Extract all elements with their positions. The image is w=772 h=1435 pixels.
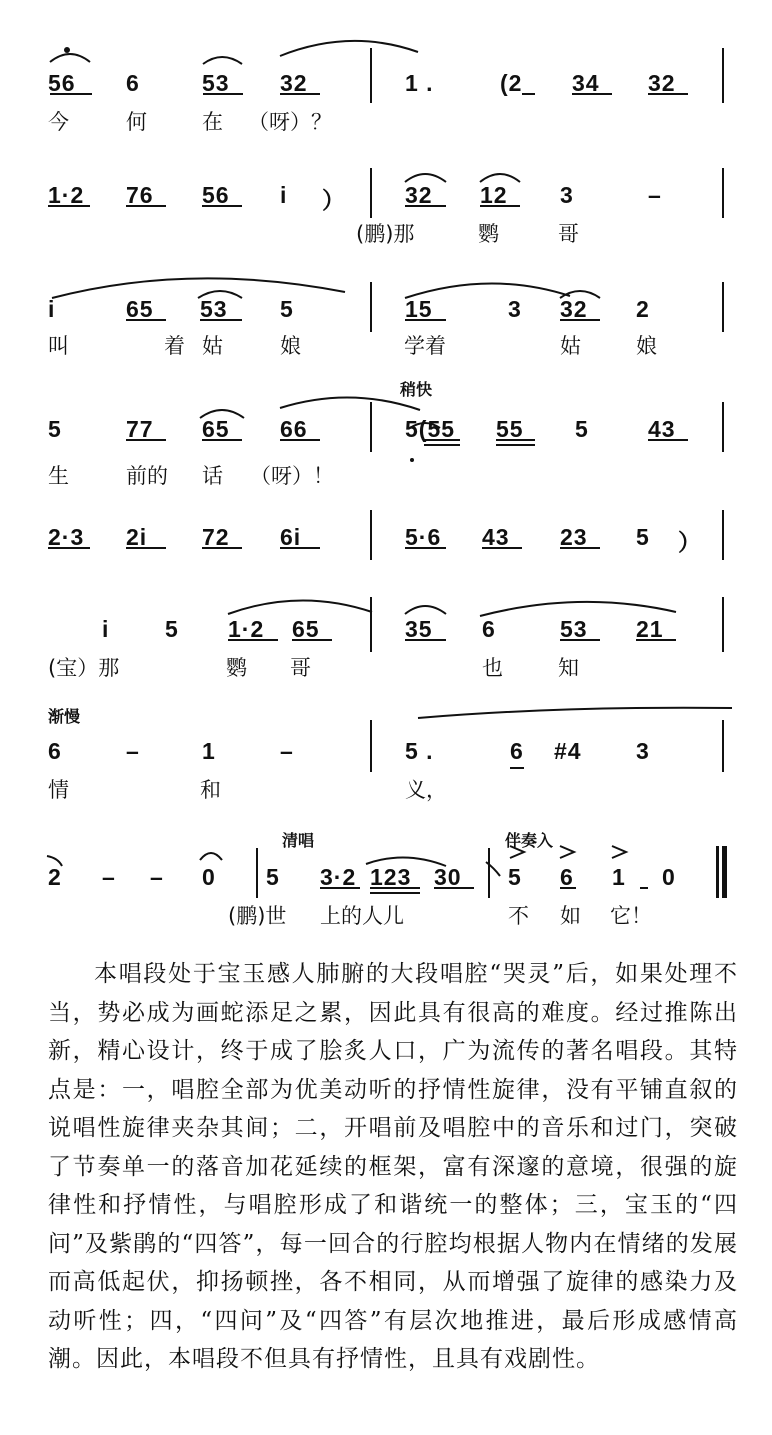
note-group: 5(55: [405, 416, 456, 442]
lyric: 哥: [558, 222, 579, 246]
note-group: 77: [126, 416, 154, 442]
note-group: 72: [202, 524, 230, 550]
note-group: 76: [126, 182, 154, 208]
note-group: 5: [48, 416, 62, 442]
note-group: –: [102, 864, 116, 890]
note-group: 32: [560, 296, 588, 322]
performance-mark: 伴奏入: [505, 831, 554, 850]
note-group: 34: [572, 70, 600, 96]
note-group: 32: [648, 70, 676, 96]
note-group: i: [48, 296, 56, 322]
lyric: 鹦: [226, 656, 247, 680]
note-group: 5: [280, 296, 294, 322]
note-group: 65: [202, 416, 230, 442]
note-group: 56: [48, 70, 76, 96]
note-group: 2·3: [48, 524, 85, 550]
lyric: 娘: [280, 334, 301, 358]
lyric: 和: [200, 778, 221, 802]
note-group: 0: [202, 864, 216, 890]
note-group: 53: [202, 70, 230, 96]
note-group: 53: [560, 616, 588, 642]
lyric: 它！: [610, 904, 652, 928]
note-group: 1: [612, 864, 626, 890]
note-group: 43: [648, 416, 676, 442]
lyric: 话: [202, 464, 223, 488]
note-group: 43: [482, 524, 510, 550]
tempo-mark: 稍快: [400, 380, 433, 399]
note-group: 5: [165, 616, 179, 642]
lyric: 不: [508, 904, 529, 928]
lyric: 哥: [290, 656, 311, 680]
note-group: 1 .: [405, 70, 434, 96]
note-group: 32: [405, 182, 433, 208]
note-group: 3: [636, 738, 650, 764]
lyric: (鹏)世: [228, 904, 287, 928]
lyric: 知: [558, 656, 579, 680]
note-group: 30: [434, 864, 462, 890]
note-group: 6: [48, 738, 62, 764]
note-group: 1·2: [48, 182, 85, 208]
lyric: （呀）！: [250, 464, 334, 488]
lyric: 生: [48, 464, 69, 488]
lyric: 姑: [202, 334, 223, 358]
lyric: 也: [482, 656, 503, 680]
lyric: 今: [48, 110, 69, 134]
tempo-mark: 渐慢: [48, 707, 81, 726]
lyric: 如: [560, 904, 581, 928]
note-group: 5·6: [405, 524, 442, 550]
lyric: 着: [164, 334, 185, 358]
note-group: 5 .: [405, 738, 434, 764]
note-group: ）: [322, 187, 346, 213]
note-group: 1: [202, 738, 216, 764]
note-group: 3: [560, 182, 574, 208]
note-group: 6: [510, 738, 524, 764]
note-group: –: [280, 738, 294, 764]
note-group: 6: [126, 70, 140, 96]
note-group: 2: [48, 864, 62, 890]
note-group: 56: [202, 182, 230, 208]
lyric: 叫: [48, 334, 69, 358]
note-group: 35: [405, 616, 433, 642]
commentary-paragraph: 本唱段处于宝玉感人肺腑的大段唱腔“哭灵”后，如果处理不当，势必成为画蛇添足之累，因此具有很高的难度。经过推陈出新，精心设计，终于成了脍炙人口，广为流传的著名唱段。其特点是：一，唱腔全部为优美动听的抒情性旋律，没有平铺直叙的说唱性旋律夹杂其间；二，开唱前及唱腔中的音乐和过门，突破了节奏单一的落音加花延续的框架，富有深邃的意境，很强的旋律性和抒情性，与唱腔形成了和谐统一的整体；三，宝玉的“四问”及紫鹃的“四答”，每一回合的行腔均根据人物内在情绪的发展而高低起伏，抑扬顿挫，各不相同，从而增强了旋律的感染力及动听性；四，“四问”及“四答”有层次地推进，最后形成感情高潮。因此，本唱段不但具有抒情性，且具有戏剧性。: [48, 961, 738, 1372]
lyric: 何: [126, 110, 147, 134]
note-group: 65: [126, 296, 154, 322]
note-group: i: [280, 182, 288, 208]
note-group: 21: [636, 616, 664, 642]
note-group: 5: [636, 524, 650, 550]
lyric: （呀）？: [248, 110, 332, 134]
note-group: 53: [200, 296, 228, 322]
note-group: 1·2: [228, 616, 265, 642]
note-group: i: [102, 616, 110, 642]
note-group: ）: [678, 529, 702, 555]
performance-mark: 清唱: [282, 831, 315, 850]
lyric: 在: [202, 110, 223, 134]
note-group: 6i: [280, 524, 302, 550]
note-group: 12: [480, 182, 508, 208]
lyric: 姑: [560, 334, 581, 358]
note-group: 66: [280, 416, 308, 442]
lyric: 义，: [405, 778, 447, 802]
lyric: 前的: [126, 464, 168, 488]
note-group: 15: [405, 296, 433, 322]
note-group: 5: [266, 864, 280, 890]
lyric: 上的人儿: [320, 904, 404, 928]
note-group: 55: [496, 416, 524, 442]
note-group: 3: [508, 296, 522, 322]
lyric: 鹦: [478, 222, 499, 246]
note-group: 3·2: [320, 864, 357, 890]
note-group: #4: [554, 738, 582, 764]
note-group: 65: [292, 616, 320, 642]
lyric: (鹏)那: [356, 222, 415, 246]
note-group: 2: [636, 296, 650, 322]
note-group: 123: [370, 864, 412, 890]
note-group: 32: [280, 70, 308, 96]
note-group: –: [150, 864, 164, 890]
note-group: (2: [500, 70, 523, 96]
lyric: (宝）那: [48, 656, 120, 680]
lyric: 学着: [404, 334, 446, 358]
note-group: 0: [662, 864, 676, 890]
lyric: 娘: [636, 334, 657, 358]
note-group: 2i: [126, 524, 148, 550]
note-group: –: [126, 738, 140, 764]
note-group: 23: [560, 524, 588, 550]
note-group: 6: [560, 864, 574, 890]
note-group: 5: [575, 416, 589, 442]
note-group: 6: [482, 616, 496, 642]
note-group: –: [648, 182, 662, 208]
lyric: 情: [48, 778, 69, 802]
note-group: 5: [508, 864, 522, 890]
